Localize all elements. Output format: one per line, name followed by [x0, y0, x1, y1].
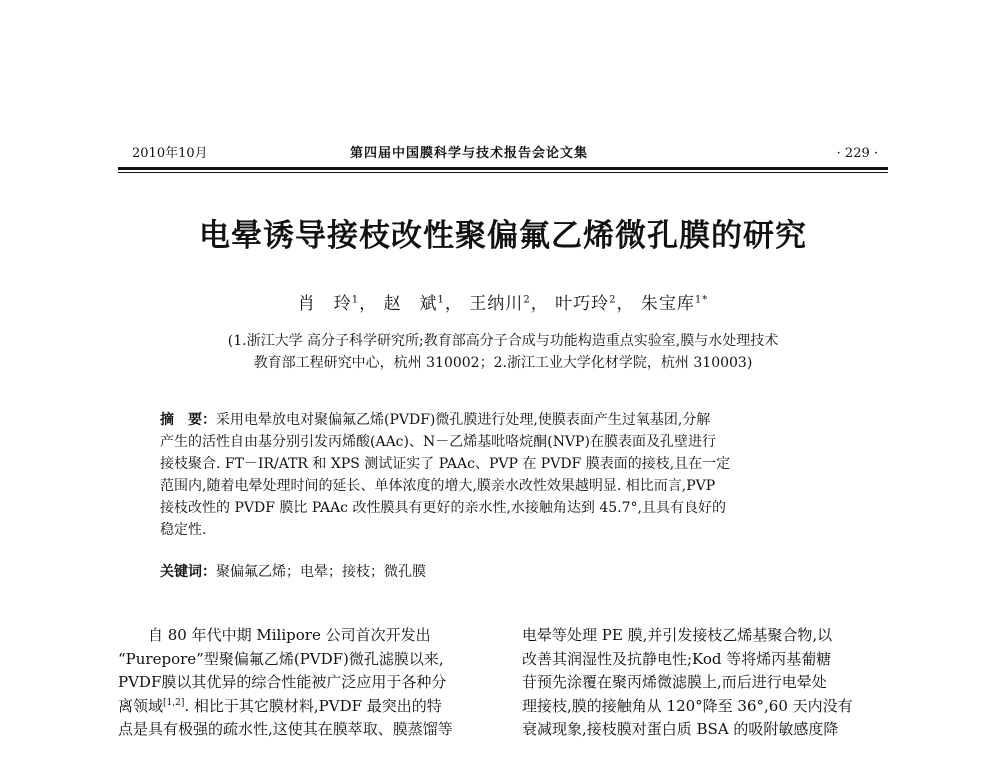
- author-affil-mark: 2: [609, 294, 617, 306]
- citation-mark: [1,2]: [163, 697, 185, 708]
- affiliation-line: (1.浙江大学 高分子科学研究所;教育部高分子合成与功能构造重点实验室,膜与水处理技术: [227, 333, 779, 349]
- running-header: [132, 144, 878, 164]
- author-affil-mark: 2: [523, 294, 531, 306]
- abstract-label: 摘 要：: [160, 412, 216, 428]
- body-line: 自 80 年代中期 Milipore 公司首次开发出: [118, 626, 431, 644]
- author-separator: ，: [359, 294, 378, 314]
- author-name: 叶巧玲: [555, 294, 610, 314]
- abstract: [160, 409, 850, 541]
- author-list: [118, 290, 888, 318]
- abstract-line: [160, 409, 850, 431]
- author-affil-mark: 1: [437, 294, 445, 306]
- body-column-left: [118, 624, 486, 742]
- author-name: 肖 玲: [297, 294, 352, 314]
- body-line: PVDF膜以其优异的综合性能被广泛应用于各种分: [118, 673, 447, 691]
- author-separator: ，: [616, 294, 635, 314]
- keywords: [160, 561, 850, 583]
- abstract-line: 产生的活性自由基分别引发丙烯酸(AAc)、N－乙烯基吡咯烷酮(NVP)在膜表面及孔壁进行: [160, 434, 716, 450]
- body-line-text: . 相比于其它膜材料,PVDF 最突出的特: [184, 696, 442, 715]
- body-line-text: 离领域: [118, 696, 164, 715]
- abstract-line: 接枝改性的 PVDF 膜比 PAAc 改性膜具有更好的亲水性,水接触角达到 45.7°,且具有良好的: [160, 500, 726, 516]
- header-page-number: · 229 ·: [836, 146, 878, 161]
- abstract-line: 接枝聚合. FT－IR/ATR 和 XPS 测试证实了 PAAc、PVP 在 PVDF 膜表面的接枝,且在一定: [160, 456, 731, 472]
- author-name: 王纳川: [469, 294, 524, 314]
- affiliations: [118, 330, 888, 374]
- keywords-label: 关键词：: [160, 564, 216, 580]
- abstract-text: 采用电晕放电对聚偏氟乙烯(PVDF)微孔膜进行处理,使膜表面产生过氧基团,分解: [216, 412, 711, 428]
- header-rule-thin: [118, 172, 888, 173]
- body-line: “Purepore”型聚偏氟乙烯(PVDF)微孔滤膜以来,: [118, 649, 444, 668]
- body-line: 苷预先涂覆在聚丙烯微滤膜上,而后进行电晕处: [522, 673, 827, 691]
- header-journal: 第四届中国膜科学与技术报告会论文集: [350, 146, 589, 161]
- abstract-line: 范围内,随着电晕处理时间的延长、单体浓度的增大,膜亲水改性效果越明显. 相比而言,PVP: [160, 478, 716, 494]
- keywords-text: 聚偏氟乙烯；电晕；接枝；微孔膜: [216, 564, 426, 580]
- header-rule-thick: [118, 167, 888, 170]
- author-affil-mark: 1*: [694, 294, 709, 306]
- author-name: 赵 斌: [383, 294, 438, 314]
- header-date: 2010年10月: [132, 146, 208, 161]
- body-line: 点是具有极强的疏水性,这使其在膜萃取、膜蒸馏等: [118, 720, 453, 738]
- author-separator: ，: [530, 294, 549, 314]
- affiliation-line: 教育部工程研究中心，杭州 310002；2.浙江工业大学化材学院，杭州 310003): [253, 355, 753, 371]
- author-affil-mark: 1: [351, 294, 360, 306]
- body-line: [118, 695, 486, 719]
- body-line: 电晕等处理 PE 膜,并引发接枝乙烯基聚合物,以: [522, 626, 833, 644]
- body-column-right: [522, 624, 896, 742]
- author-separator: ，: [444, 294, 463, 314]
- paper-title: 电晕诱导接枝改性聚偏氟乙烯微孔膜的研究: [199, 218, 807, 254]
- body-line: 衰减现象,接枝膜对蛋白质 BSA 的吸附敏感度降: [522, 720, 839, 738]
- author-name: 朱宝库: [640, 294, 695, 314]
- body-line: 理接枝,膜的接触角从 120°降至 36°,60 天内没有: [522, 696, 853, 715]
- abstract-line: 稳定性.: [160, 522, 207, 538]
- body-line: 改善其润湿性及抗静电性;Kod 等将烯丙基葡糖: [522, 649, 832, 668]
